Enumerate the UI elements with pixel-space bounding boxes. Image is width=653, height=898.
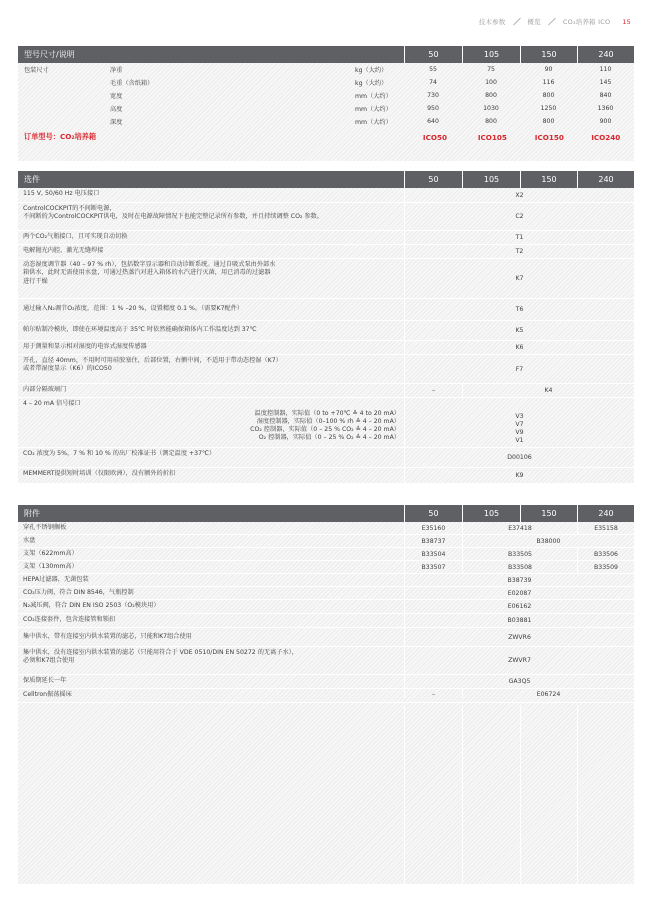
row-label: 水盘 [23, 537, 36, 544]
breadcrumb-item: 概览 [527, 18, 541, 26]
column-header: 50 [404, 505, 462, 522]
column-header: 105 [462, 171, 520, 188]
table-row [18, 102, 634, 115]
table-header [18, 46, 634, 63]
table-row [18, 548, 634, 561]
row-unit: kg（大约） [355, 67, 388, 74]
order-code: E35160 [404, 522, 462, 534]
table-row [18, 259, 634, 299]
order-code: GA3Q5 [404, 675, 634, 688]
order-code: E02087 [404, 587, 634, 599]
row-label: 内部分隔玻璃门 [23, 386, 67, 393]
page-number: 15 [622, 17, 631, 26]
order-code: T1 [404, 231, 634, 244]
order-code: ICO150 [534, 132, 564, 142]
row-label: 保质期延长一年 [23, 677, 67, 684]
order-code: E06162 [404, 600, 634, 613]
not-available: – [404, 384, 462, 397]
order-code-list: V3 V7 V9 V1 [404, 398, 634, 447]
cell: 100 [485, 79, 497, 86]
order-code: B33506 [577, 548, 634, 560]
order-code: K4 [462, 384, 634, 397]
table-row [18, 89, 634, 102]
row-label: 4 – 20 mA 信号接口 温度控制器，实际值（0 to +70℃ ≙ 4 to 20 mA） 湿度控制器，实际值（0–100 % rh ≙ 4 – 20 mA） CO₂ 控制器，实际值（0 – 25 % CO₂ ≙ 4 – 20 mA） O₂ 控制器，实际值（0 – 25 % O₂ ≙ 4 – 20 mA） [23, 400, 400, 441]
breadcrumb-item: 技术参数 [478, 18, 506, 26]
row-label: CO₂连接套件，包含连接管和锁扣 [23, 616, 116, 623]
order-code: ZWVR7 [404, 647, 634, 674]
order-code: K9 [404, 468, 634, 483]
row-unit: kg（大约） [355, 80, 388, 87]
column-header: 105 [462, 505, 520, 522]
row-label: 毛重（含纸箱） [110, 80, 154, 87]
order-code: ZWVR6 [404, 628, 634, 646]
column-header: 50 [404, 46, 462, 63]
cell: 75 [487, 66, 495, 73]
row-label: CO₂压力阀，符合 DIN 8546，气瓶控制 [23, 589, 134, 596]
table-row [18, 203, 634, 231]
order-code: B33508 [462, 561, 577, 573]
order-code: B33504 [404, 548, 462, 560]
table-row [18, 689, 634, 703]
table-row [18, 341, 634, 355]
order-code: K5 [404, 321, 634, 340]
column-header: 50 [404, 171, 462, 188]
order-code: D00106 [404, 448, 634, 467]
row-label: 穿孔不锈钢搁板 [23, 524, 67, 531]
order-code: F7 [404, 355, 634, 383]
row-label: 支架（622mm高） [23, 550, 78, 557]
cell: 55 [429, 66, 437, 73]
row-label: 动态湿度调节器（40 – 97 % rh），包括数字显示器和自动诊断系统。通过自吸式泵由外部水 箱供水，此时无需使用水盘，可通过热蒸汽对进入箱体的水汽进行灭菌，用已消毒的过滤器 进行干燥 [23, 261, 276, 285]
cell: 110 [599, 66, 612, 73]
cell: 800 [542, 92, 555, 99]
breadcrumb-separator [548, 18, 556, 26]
order-code: T6 [404, 299, 634, 320]
row-unit: mm（大约） [355, 106, 392, 113]
breadcrumb-separator [513, 18, 521, 26]
cell: 74 [429, 79, 437, 86]
table-row [18, 535, 634, 548]
table-row [18, 647, 634, 675]
table-row [18, 561, 634, 574]
order-code: C2 [404, 203, 634, 230]
column-header: 150 [520, 505, 577, 522]
table-row [18, 355, 634, 384]
column-header: 150 [520, 46, 577, 63]
cell: 900 [599, 118, 612, 125]
row-label: 深度 [110, 119, 123, 126]
table-row [18, 299, 634, 321]
table-row [18, 522, 634, 535]
row-label: 支架（130mm高） [23, 563, 78, 570]
row-unit: mm（大约） [355, 93, 392, 100]
table-row [18, 574, 634, 587]
column-header: 240 [577, 505, 634, 522]
column-header: 240 [577, 171, 634, 188]
row-label: 电解抛光内腔，激光无缝焊接 [23, 247, 104, 254]
row-label: 用于测量和显示相对湿度的电容式湿度传感器 [23, 343, 147, 350]
breadcrumb [479, 17, 631, 26]
cell: 950 [427, 105, 439, 112]
row-label: N₂减压阀，符合 DIN EN ISO 2503（O₂模块用） [23, 602, 160, 609]
cell: 90 [544, 66, 553, 73]
dimensions-table [18, 46, 634, 161]
row-group-label: 包装尺寸 [24, 67, 49, 74]
order-code: B33509 [577, 561, 634, 573]
cell: 800 [485, 118, 497, 125]
table-row [18, 245, 634, 259]
order-code: K6 [404, 341, 634, 354]
table-header [18, 171, 634, 188]
cell: 116 [542, 79, 555, 86]
order-code: K7 [404, 259, 634, 298]
table-row [18, 675, 634, 689]
table-row [18, 76, 634, 89]
table-row [18, 321, 634, 341]
table-row [18, 384, 634, 398]
table-row [18, 587, 634, 600]
table-title: 型号尺寸/说明 [24, 50, 75, 59]
order-code: ICO240 [591, 132, 621, 142]
order-code: E37418 [462, 522, 577, 534]
table-row [18, 63, 634, 76]
order-code: ICO50 [422, 132, 447, 142]
row-label: 帕尔贴制冷模块，即使在环境温度高于 35℃ 时依然能确保箱体内工作温度达到 37℃ [23, 326, 257, 334]
table-row [18, 448, 634, 468]
order-code: B33507 [404, 561, 462, 573]
table-row [18, 628, 634, 647]
column-header: 105 [462, 46, 520, 63]
row-label: CO₂ 浓度为 5%，7 % 和 10 % 的出厂校准证书（测定温度 +37℃） [23, 450, 216, 457]
row-label: 高度 [110, 106, 123, 113]
table-title: 选件 [24, 175, 40, 184]
row-unit: mm（大约） [355, 119, 392, 126]
order-code: ICO105 [477, 132, 507, 142]
table-body [18, 188, 634, 484]
order-code: E35158 [577, 522, 634, 534]
order-code: B33505 [462, 548, 577, 560]
order-code: E06724 [462, 689, 634, 698]
table-row [18, 600, 634, 614]
table-row [18, 614, 634, 628]
column-header: 150 [520, 171, 577, 188]
signal-list: 温度控制器，实际值（0 to +70℃ ≙ 4 to 20 mA） 湿度控制器，实际值（0–100 % rh ≙ 4 – 20 mA） CO₂ 控制器，实际值（0 – 25 % CO₂ ≙ 4 – 20 mA） O₂ 控制器，实际值（0 – 25 % O₂ ≙ 4 – 20 mA） [250, 410, 400, 441]
cell: 145 [599, 79, 612, 86]
order-code: B38000 [462, 535, 634, 547]
options-table [18, 171, 634, 484]
cell: 1030 [483, 105, 499, 112]
table-header [18, 505, 634, 522]
order-code: B38739 [404, 574, 634, 586]
row-label: 两个CO₂气瓶接口，且可实现自动切换 [23, 233, 128, 240]
breadcrumb-item: CO₂培养箱 ICO [562, 18, 611, 26]
row-label: 集中供水，带有连接室内供水装置的滤芯，只能和K7组合使用 [23, 632, 192, 640]
accessories-table [18, 505, 634, 884]
order-code: B03881 [404, 614, 634, 627]
cell: 1250 [540, 105, 557, 112]
table-row [18, 188, 634, 203]
row-label: HEPA过滤器，无菌包装 [23, 576, 89, 583]
column-header: 240 [577, 46, 634, 63]
order-code: T2 [404, 245, 634, 258]
table-body [18, 63, 634, 161]
cell: 640 [427, 118, 439, 125]
table-row [18, 231, 634, 245]
cell: 800 [542, 118, 555, 125]
row-label: 115 V, 50/60 Hz 电压接口 [23, 190, 100, 197]
row-label: 净重 [110, 67, 123, 74]
not-available: – [404, 689, 462, 698]
cell: 1360 [597, 105, 614, 112]
cell: 800 [485, 92, 497, 99]
order-row [18, 128, 634, 146]
table-title: 附件 [24, 509, 40, 518]
table-row [18, 468, 634, 484]
row-label: 通过输入N₂调节O₂浓度，范围：1 % –20 %，设置精度 0.1 %。（需要K7配件） [23, 305, 244, 313]
row-label: 集中供水，没有连接室内供水装置的滤芯（只能用符合于 VDE 0510/DIN EN 50272 的无离子水）， 必须和K7组合使用 [23, 649, 298, 665]
cell: 840 [599, 92, 612, 99]
table-row [18, 115, 634, 128]
order-label: 订单型号：CO₂培养箱 [24, 132, 97, 141]
row-label: Celltron振荡摇床 [23, 691, 72, 698]
row-label: 宽度 [110, 93, 123, 100]
row-label: ControlCOCKPIT的不间断电源， 不间断的为ControlCOCKPIT供电，及时在电源故障情况下也能完整记录所有参数，并且持续调整 CO₂ 参数。 [23, 205, 323, 221]
row-label: MEMMERT提供短时培训（仅限欧洲），没有额外的折扣 [23, 470, 176, 477]
order-code: X2 [404, 188, 634, 202]
table-body [18, 522, 634, 884]
row-label: 开孔，直径 40mm，不用时可用硅胶塞住，后部位置，右侧中间，不适用于带动态控湿（K7） 或者带湿度显示（K6）的ICO50 [23, 357, 282, 373]
cell: 730 [427, 92, 439, 99]
order-code: B38737 [404, 535, 462, 547]
table-row [18, 398, 634, 448]
